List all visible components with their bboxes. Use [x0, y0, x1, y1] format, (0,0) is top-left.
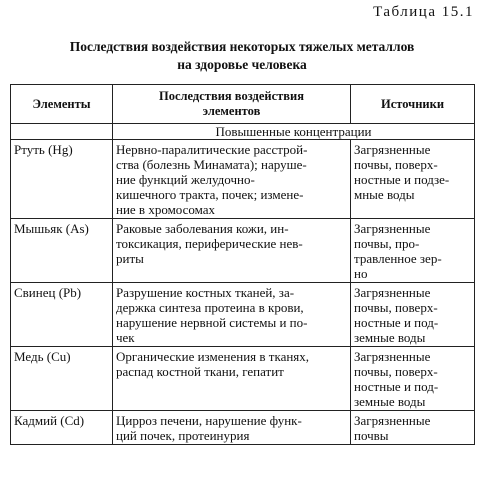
header-elements: Элементы [11, 85, 113, 124]
effects-cell: Цирроз печени, нарушение функ- ций почек, протеинурия [113, 411, 351, 445]
sources-cell: Загрязненные почвы, про- травленное зер- но [351, 219, 475, 283]
sources-cell: Загрязненные почвы, поверх- ностные и под- земные воды [351, 347, 475, 411]
table-number: Таблица 15.1 [373, 4, 474, 20]
sources-cell: Загрязненные почвы, поверх- ностные и под- земные воды [351, 283, 475, 347]
element-cell: Мышьяк (As) [11, 219, 113, 283]
section-label: Повышенные концентрации [113, 124, 475, 140]
element-cell: Свинец (Pb) [11, 283, 113, 347]
table-row [11, 283, 475, 347]
heavy-metals-table [10, 84, 475, 445]
header-row [11, 85, 475, 124]
table-title [0, 38, 484, 74]
title-line-2: на здоровье человека [177, 57, 307, 72]
effects-cell: Органические изменения в тканях, распад костной ткани, гепатит [113, 347, 351, 411]
header-sources: Источники [351, 85, 475, 124]
table-row [11, 411, 475, 445]
sources-cell: Загрязненные почвы [351, 411, 475, 445]
element-cell: Медь (Cu) [11, 347, 113, 411]
table-row [11, 140, 475, 219]
element-cell: Кадмий (Cd) [11, 411, 113, 445]
effects-cell: Нервно-паралитические расстрой- ства (болезнь Минамата); наруше- ние функций желудочно- кишечного тракта, почек; измене- ние в хромосомах [113, 140, 351, 219]
effects-cell: Раковые заболевания кожи, ин- токсикация, периферические нев- риты [113, 219, 351, 283]
table-row [11, 347, 475, 411]
element-cell: Ртуть (Hg) [11, 140, 113, 219]
sources-cell: Загрязненные почвы, поверх- ностные и подзе- мные воды [351, 140, 475, 219]
effects-cell: Разрушение костных тканей, за- держка синтеза протеина в крови, нарушение нервной системы и по- чек [113, 283, 351, 347]
section-row [11, 124, 475, 140]
table-row [11, 219, 475, 283]
title-line-1: Последствия воздействия некоторых тяжелых металлов [69, 39, 415, 54]
header-effects: Последствия воздействия элементов [113, 85, 351, 124]
